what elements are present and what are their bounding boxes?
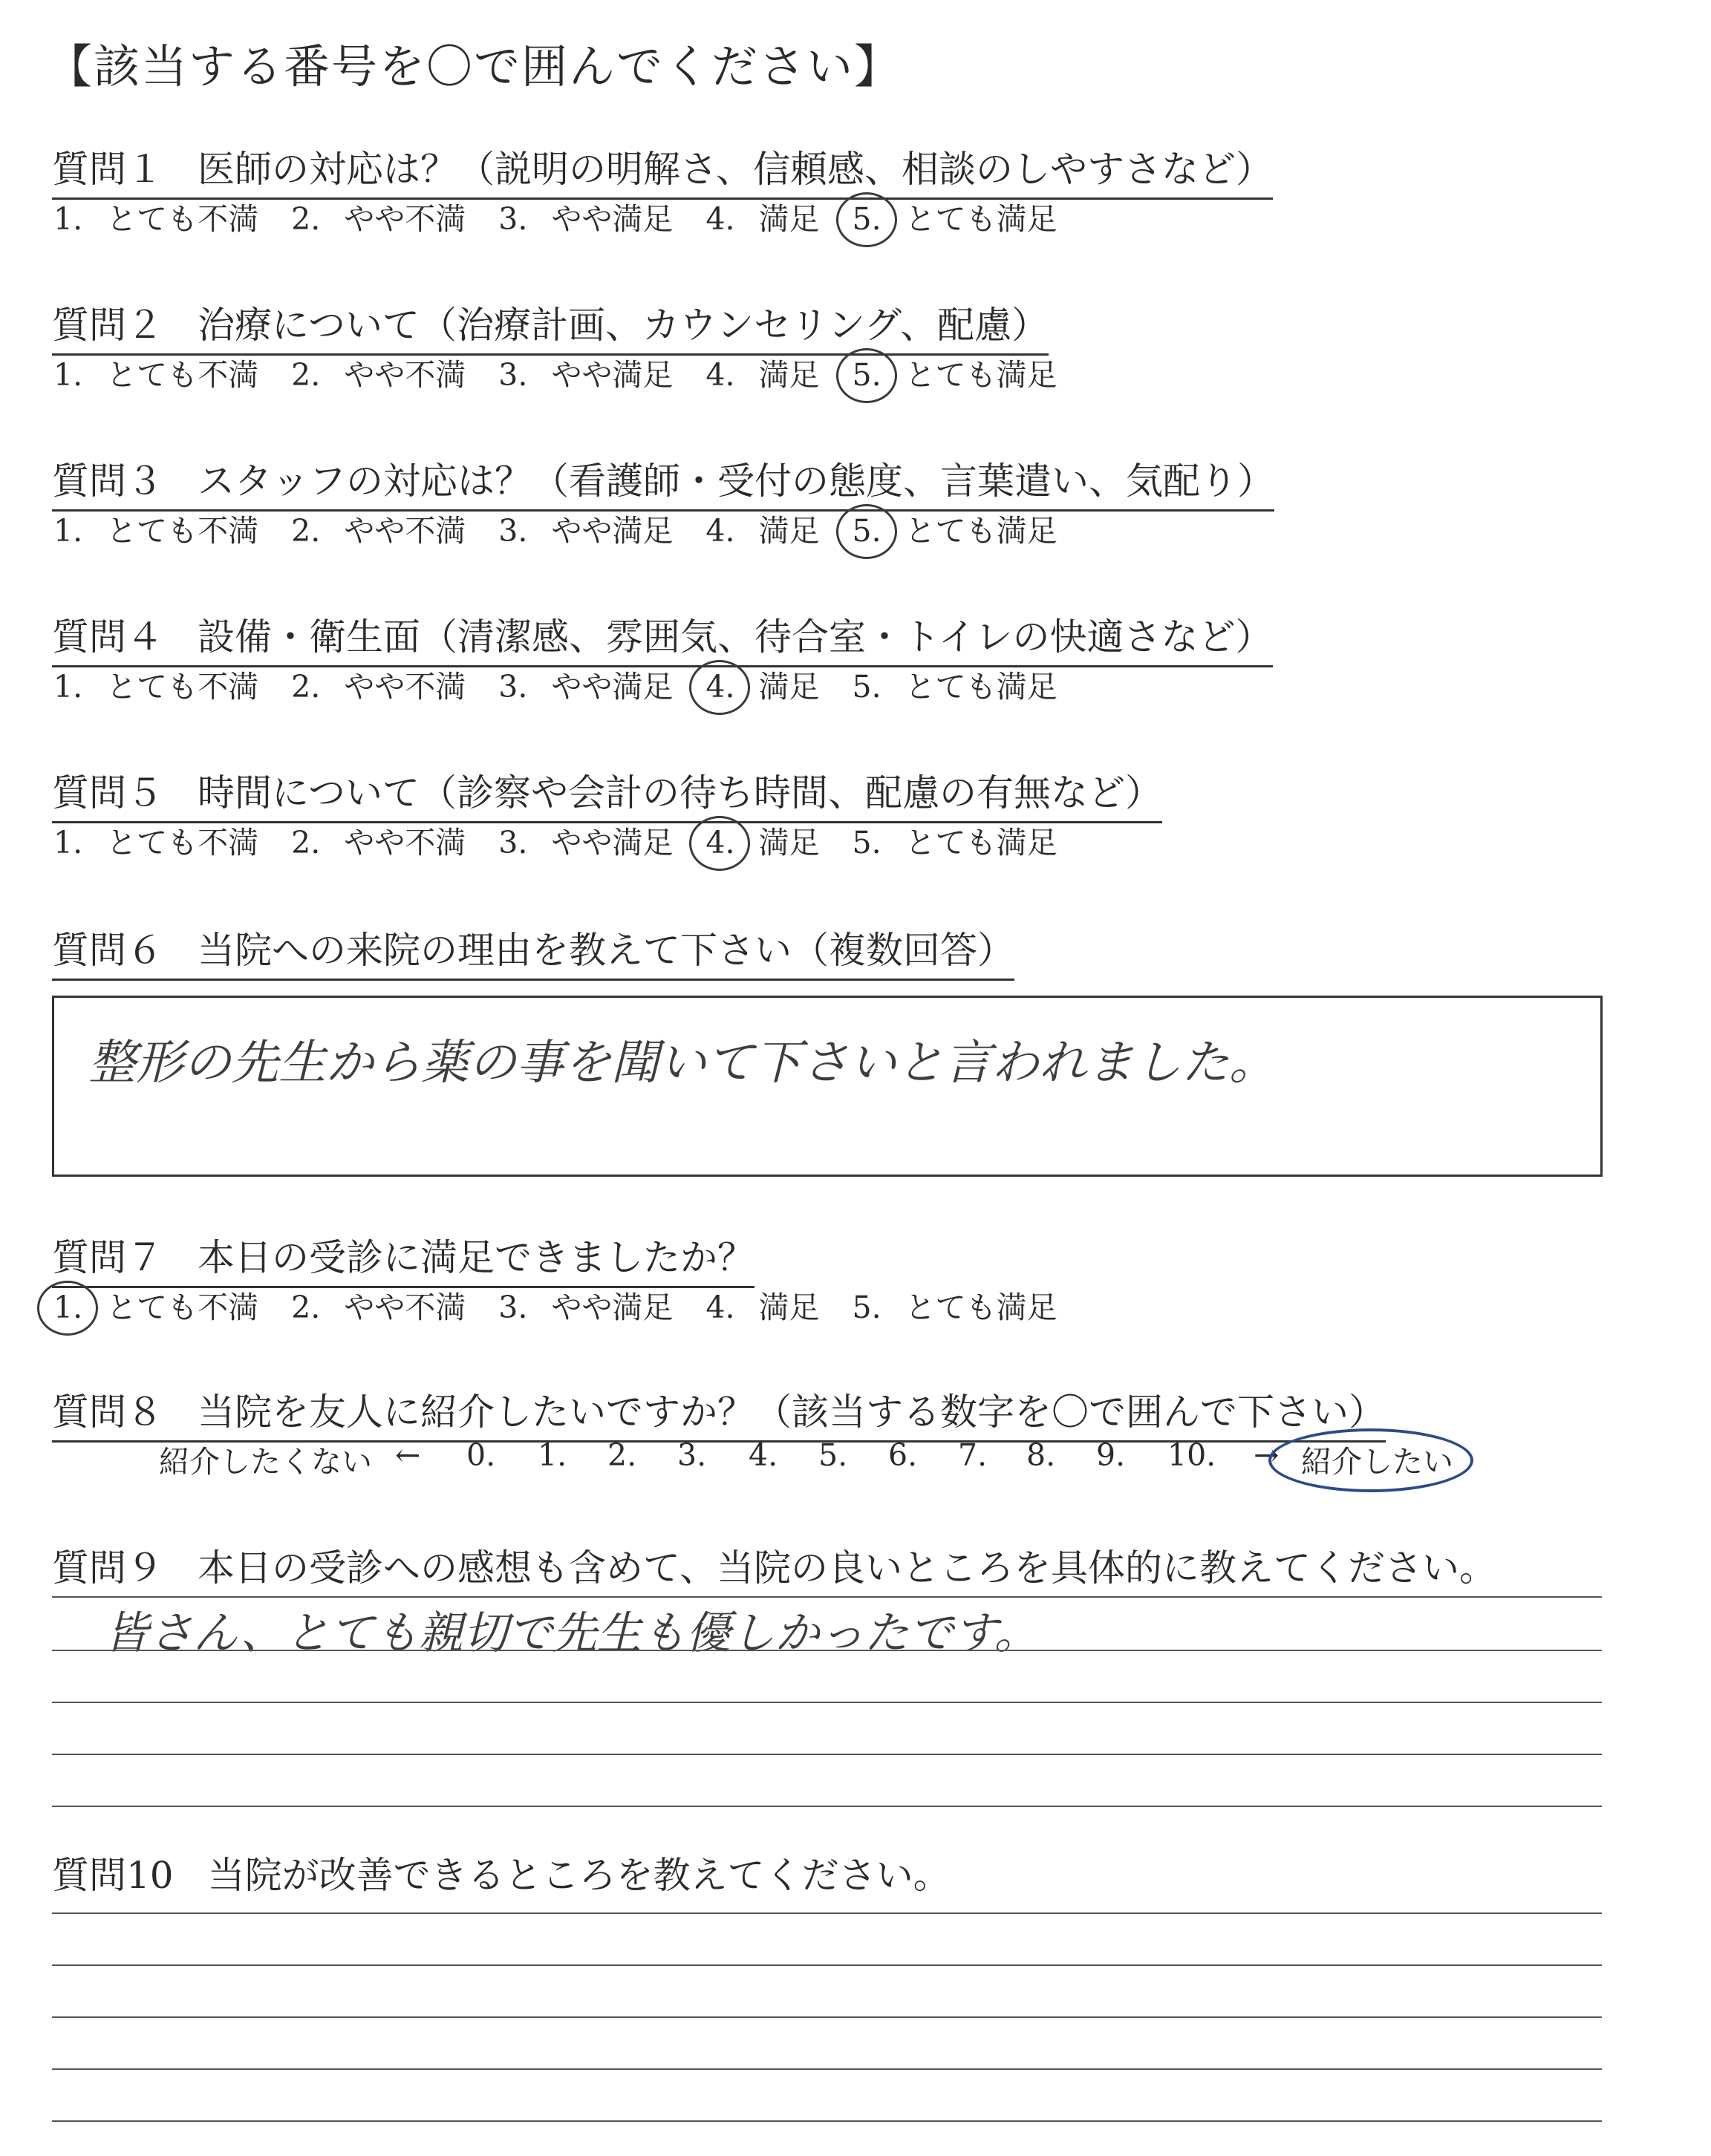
option-1[interactable] <box>53 195 258 238</box>
option-number: 4. <box>705 201 735 237</box>
option-label: とても満足 <box>905 825 1057 860</box>
question-5-options <box>53 818 1090 862</box>
scale-number-6[interactable]: 6. <box>888 1437 918 1473</box>
question-number: 質問５ <box>52 771 163 814</box>
question-4-options <box>53 662 1090 706</box>
scale-right-arrow: → <box>1254 1437 1280 1473</box>
option-2[interactable] <box>291 818 466 862</box>
option-label: とても満足 <box>905 201 1057 237</box>
question-10-number: 質問10 <box>52 1854 174 1897</box>
option-label: 満足 <box>758 1290 820 1325</box>
option-label: やや満足 <box>551 825 674 860</box>
option-label: やや不満 <box>344 513 466 549</box>
option-number: 2. <box>291 1290 321 1325</box>
question-10-heading <box>52 1846 951 1899</box>
option-2[interactable] <box>291 350 466 394</box>
question-9-number: 質問９ <box>52 1546 163 1590</box>
selection-circle <box>689 660 750 715</box>
scale-number-9[interactable]: 9. <box>1096 1437 1126 1473</box>
question-6-text: 当院への来院の理由を教えて下さい（複数回答） <box>198 929 1014 972</box>
option-1[interactable] <box>53 662 258 706</box>
option-label: やや満足 <box>551 1290 674 1325</box>
scale-number-7[interactable]: 7. <box>958 1437 988 1473</box>
option-1[interactable] <box>53 818 258 862</box>
answer-line <box>52 2120 1602 2122</box>
option-number: 5. <box>853 201 881 237</box>
scale-number-0[interactable]: 0. <box>466 1437 496 1473</box>
scale-number-10[interactable]: 10. <box>1167 1437 1216 1473</box>
option-2[interactable] <box>291 195 466 238</box>
option-2[interactable] <box>291 662 466 706</box>
form-title: 【該当する番号を〇で囲んでください】 <box>46 39 902 94</box>
selection-circle <box>836 348 897 403</box>
option-number: 3. <box>498 1290 528 1325</box>
question-7-text: 本日の受診に満足できましたか？ <box>198 1236 755 1279</box>
scale-number-4[interactable]: 4. <box>749 1437 778 1473</box>
option-number: 1. <box>53 513 83 549</box>
option-number: 1. <box>53 357 83 393</box>
answer-line <box>52 1702 1602 1703</box>
question-number: 質問４ <box>52 615 163 659</box>
option-4[interactable] <box>705 195 819 238</box>
question-text: 時間について（診察や会計の待ち時間、配慮の有無など） <box>198 771 1162 814</box>
option-3[interactable] <box>498 662 673 706</box>
question-3-options <box>53 506 1090 550</box>
option-4[interactable] <box>705 506 819 550</box>
option-number: 2. <box>291 825 321 860</box>
question-number: 質問１ <box>52 148 163 191</box>
option-number: 3. <box>498 357 528 393</box>
option-3[interactable] <box>498 818 673 862</box>
question-8-heading <box>52 1382 1386 1443</box>
option-label: やや満足 <box>551 201 674 237</box>
option-5[interactable] <box>853 662 1057 706</box>
option-number: 1. <box>53 669 83 705</box>
question-6-heading <box>52 921 1014 981</box>
option-number: 4. <box>705 669 734 705</box>
option-number: 5. <box>852 669 881 705</box>
option-3[interactable] <box>498 506 673 550</box>
question-5-heading <box>52 763 1162 823</box>
option-number: 4. <box>705 1290 735 1325</box>
option-number: 1. <box>53 1290 82 1325</box>
selection-circle <box>836 504 897 559</box>
answer-line <box>52 2016 1602 2018</box>
option-label: とても満足 <box>905 1290 1057 1325</box>
option-label: 満足 <box>758 201 820 237</box>
option-1[interactable] <box>53 350 258 394</box>
question-7-number: 質問７ <box>52 1236 163 1279</box>
option-number: 5. <box>853 513 881 549</box>
option-label: とても不満 <box>106 1290 259 1325</box>
option-number: 4. <box>705 357 735 393</box>
question-8-text: 当院を友人に紹介したいですか？（該当する数字を〇で囲んで下さい） <box>198 1391 1386 1434</box>
option-2[interactable] <box>291 1283 466 1327</box>
option-number: 2. <box>291 513 321 549</box>
option-4[interactable] <box>705 818 819 862</box>
option-label: とても不満 <box>106 357 259 393</box>
scale-number-8[interactable]: 8. <box>1026 1437 1056 1473</box>
selection-circle <box>836 192 897 247</box>
option-3[interactable] <box>498 1283 673 1327</box>
question-7-options <box>53 1283 1090 1327</box>
option-label: やや不満 <box>344 669 466 705</box>
option-label: とても満足 <box>905 513 1057 549</box>
option-label: やや満足 <box>551 357 674 393</box>
question-text: スタッフの対応は？（看護師・受付の態度、言葉遣い、気配り） <box>198 460 1274 503</box>
option-label: やや不満 <box>344 201 466 237</box>
question-6-handwritten-answer: 整形の先生から薬の事を聞いて下さいと言われました。 <box>88 1036 1277 1091</box>
option-label: やや満足 <box>551 513 674 549</box>
question-text: 設備・衛生面（清潔感、雰囲気、待合室・トイレの快適さなど） <box>198 615 1273 659</box>
question-8-number: 質問８ <box>52 1391 163 1434</box>
option-number: 2. <box>291 669 321 705</box>
option-number: 3. <box>498 513 528 549</box>
answer-line <box>52 1912 1602 1914</box>
option-4[interactable] <box>705 1283 819 1327</box>
option-number: 3. <box>498 201 528 237</box>
option-4[interactable] <box>705 350 819 394</box>
option-number: 1. <box>53 201 83 237</box>
question-10-text: 当院が改善できるところを教えてください。 <box>207 1854 951 1897</box>
option-label: 満足 <box>758 513 820 549</box>
option-label: 満足 <box>758 669 820 705</box>
answer-line <box>52 1650 1602 1651</box>
answer-line <box>52 1806 1602 1807</box>
scale-right-label[interactable]: 紹介したい <box>1301 1444 1453 1480</box>
question-7-heading <box>52 1228 755 1288</box>
option-3[interactable] <box>498 195 673 238</box>
scale-left-arrow: ← <box>395 1437 421 1473</box>
option-4[interactable] <box>705 662 819 706</box>
option-label: 満足 <box>758 357 820 393</box>
question-6-number: 質問６ <box>52 929 163 972</box>
selection-circle <box>37 1281 98 1336</box>
option-number: 5. <box>852 1290 881 1325</box>
option-number: 4. <box>705 513 735 549</box>
question-2-options <box>53 350 1090 394</box>
option-5[interactable] <box>853 195 1057 238</box>
scale-number-1[interactable]: 1. <box>538 1437 567 1473</box>
option-2[interactable] <box>291 506 466 550</box>
option-number: 3. <box>498 669 528 705</box>
question-4-heading <box>52 607 1273 667</box>
option-number: 5. <box>853 357 881 393</box>
scale-left-label: 紹介したくない <box>159 1444 372 1480</box>
option-1[interactable] <box>53 1283 258 1327</box>
option-label: とても満足 <box>905 357 1057 393</box>
question-1-options <box>53 195 1090 238</box>
question-text: 治療について（治療計画、カウンセリング、配慮） <box>198 304 1049 347</box>
option-label: やや不満 <box>344 357 466 393</box>
option-5[interactable] <box>853 1283 1057 1327</box>
question-text: 医師の対応は？（説明の明解さ、信頼感、相談のしやすさなど） <box>198 148 1273 191</box>
question-number: 質問２ <box>52 304 163 347</box>
option-label: とても満足 <box>905 669 1057 705</box>
selection-circle-right-label <box>1268 1428 1473 1492</box>
answer-line <box>52 1754 1602 1755</box>
question-3-heading <box>52 451 1274 512</box>
option-5[interactable] <box>853 506 1057 550</box>
option-number: 2. <box>291 201 321 237</box>
option-label: とても不満 <box>106 513 259 549</box>
option-number: 1. <box>53 825 83 860</box>
question-6-answer-box[interactable] <box>52 996 1603 1177</box>
answer-line <box>52 1964 1602 1966</box>
option-number: 3. <box>498 825 528 860</box>
question-9-heading <box>52 1538 1496 1592</box>
scale-number-3[interactable]: 3. <box>677 1437 707 1473</box>
scale-number-2[interactable]: 2. <box>607 1437 637 1473</box>
option-label: やや満足 <box>551 669 674 705</box>
question-number: 質問３ <box>52 460 163 503</box>
option-number: 5. <box>852 825 881 860</box>
option-5[interactable] <box>853 818 1057 862</box>
option-1[interactable] <box>53 506 258 550</box>
option-5[interactable] <box>853 350 1057 394</box>
option-label: やや不満 <box>344 825 466 860</box>
question-9-text: 本日の受診への感想も含めて、当院の良いところを具体的に教えてください。 <box>198 1546 1496 1590</box>
option-label: とても不満 <box>106 201 259 237</box>
option-label: やや不満 <box>344 1290 466 1325</box>
option-number: 4. <box>705 825 734 860</box>
option-label: とても不満 <box>106 669 259 705</box>
question-9-handwritten-answer: 皆さん、とても親切で先生も優しかったです。 <box>104 1607 1039 1659</box>
option-label: とても不満 <box>106 825 259 860</box>
option-label: 満足 <box>758 825 820 860</box>
question-1-heading <box>52 140 1273 200</box>
option-number: 2. <box>291 357 321 393</box>
selection-circle <box>689 816 750 871</box>
option-3[interactable] <box>498 350 673 394</box>
answer-line <box>52 2068 1602 2070</box>
scale-number-5[interactable]: 5. <box>818 1437 848 1473</box>
question-2-heading <box>52 295 1049 356</box>
